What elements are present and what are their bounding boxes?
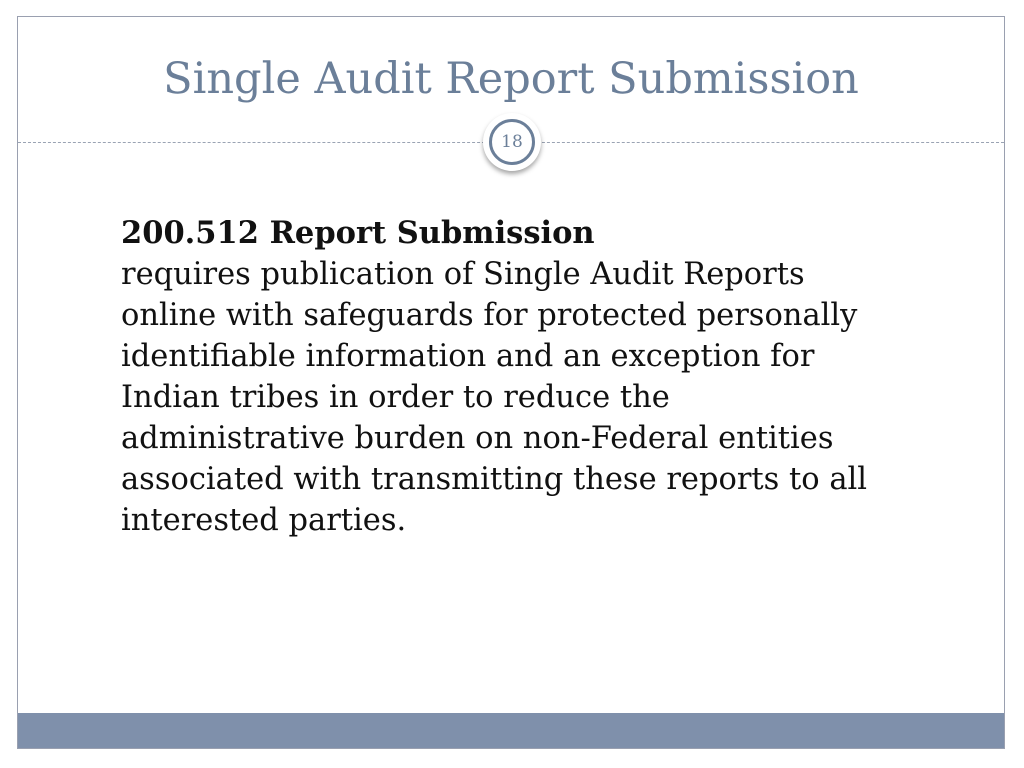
page-number: 18 [489, 119, 535, 165]
body-line: administrative burden on non-Federal entities [121, 421, 834, 456]
slide-content [121, 213, 921, 541]
footer-bar [18, 713, 1004, 748]
slide [17, 16, 1005, 749]
body-line: online with safeguards for protected personally [121, 298, 858, 333]
body-line: associated with transmitting these reports to all [121, 462, 868, 497]
content-heading: 200.512 Report Submission [121, 215, 595, 251]
body-line: Indian tribes in order to reduce the [121, 380, 670, 415]
body-line: identifiable information and an exception for [121, 339, 815, 374]
slide-title: Single Audit Report Submission [163, 54, 859, 104]
body-line: interested parties. [121, 503, 407, 538]
page-number-badge [483, 113, 541, 171]
body-line: requires publication of Single Audit Reports [121, 257, 805, 292]
